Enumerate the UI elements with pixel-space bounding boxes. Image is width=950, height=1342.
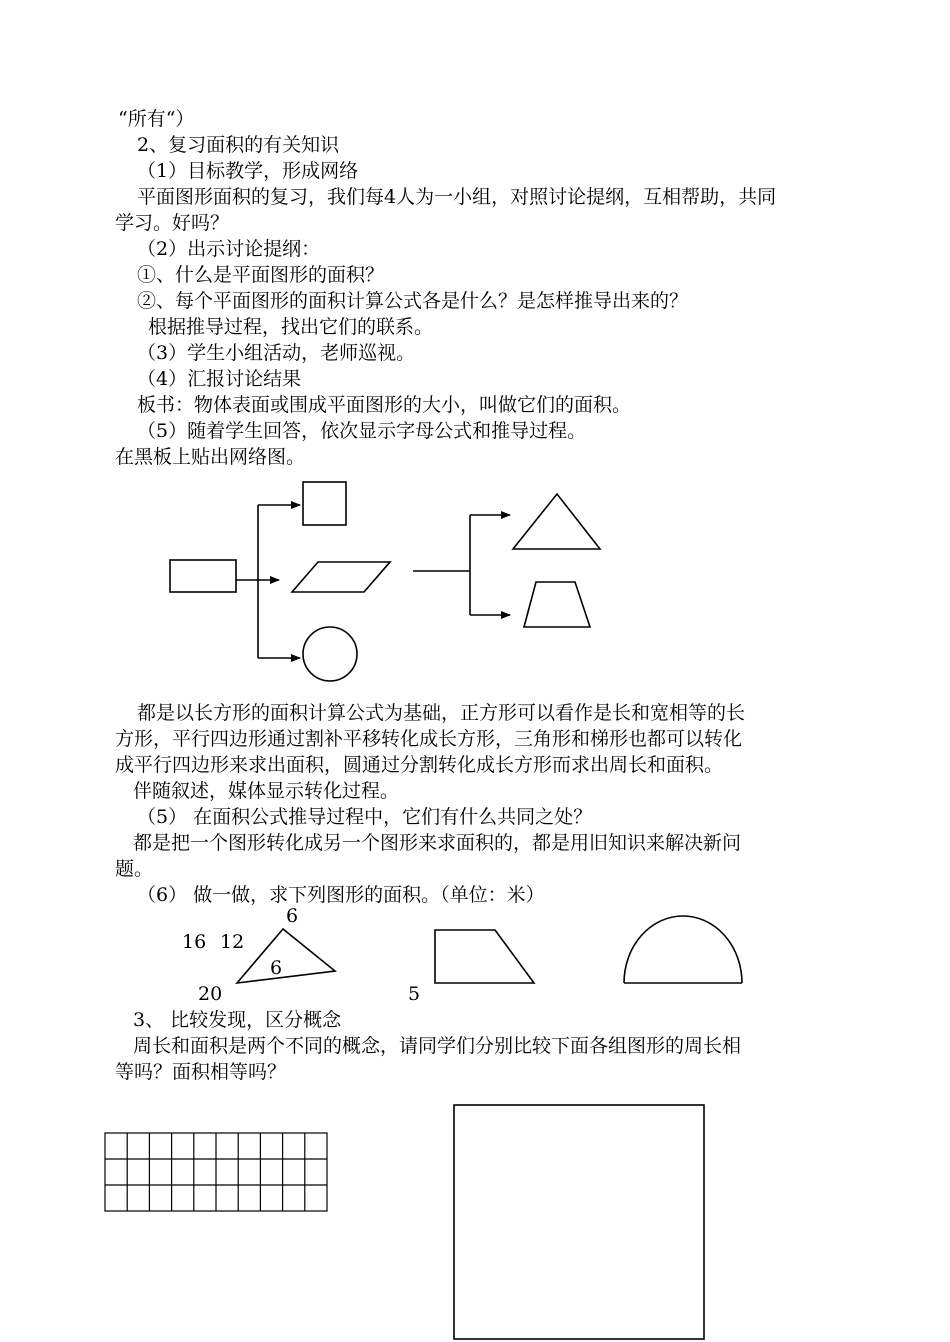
text-line-15: 都是以长方形的面积计算公式为基础，正方形可以看作是长和宽相等的长 <box>137 702 746 724</box>
text-line-10: （3）学生小组活动，老师巡视。 <box>137 342 416 364</box>
exercise-trapezoid <box>435 930 534 983</box>
square-shape <box>303 482 346 525</box>
label-5: 5 <box>408 983 421 1005</box>
rectangle-shape <box>170 560 236 592</box>
trapezoid-shape <box>524 582 590 627</box>
text-line-6: （2）出示讨论提纲： <box>137 238 321 260</box>
text-line-14: 在黑板上贴出网络图。 <box>115 446 306 468</box>
text-line-8: ②、每个平面图形的面积计算公式各是什么？是怎样推导出来的？ <box>137 290 689 312</box>
label-16: 16 <box>182 931 207 953</box>
text-line-4: 平面图形面积的复习，我们每4人为一小组，对照讨论提纲，互相帮助，共同 <box>137 186 777 208</box>
text-line-9: 根据推导过程，找出它们的联系。 <box>148 316 434 338</box>
text-line-12: 板书：物体表面或围成平面图形的大小，叫做它们的面积。 <box>137 394 632 416</box>
text-line-22: （6） 做一做，求下列图形的面积。（单位：米） <box>137 884 545 906</box>
label-triangle-inner: 6 <box>270 957 283 979</box>
grid-rectangle <box>105 1133 327 1211</box>
text-line-25: 等吗？面积相等吗？ <box>115 1061 287 1083</box>
label-triangle-top: 6 <box>286 905 299 927</box>
text-line-3: （1）目标教学，形成网络 <box>137 160 359 182</box>
text-line-24: 周长和面积是两个不同的概念，请同学们分别比较下面各组图形的周长相 <box>133 1035 742 1057</box>
parallelogram-shape <box>292 562 390 592</box>
exercise-semicircle <box>624 916 742 983</box>
text-line-20: 都是把一个图形转化成另一个图形来求面积的，都是用旧知识来解决新问 <box>133 832 742 854</box>
text-line-5: 学习。好吗？ <box>115 212 230 234</box>
exercise-triangle <box>237 929 335 983</box>
text-line-18: 伴随叙述，媒体显示转化过程。 <box>133 780 400 802</box>
text-line-13: （5）随着学生回答，依次显示字母公式和推导过程。 <box>137 420 587 442</box>
triangle-shape <box>513 494 600 549</box>
label-12: 12 <box>220 931 245 953</box>
text-line-1: “所有“） <box>118 108 195 130</box>
label-20: 20 <box>198 983 223 1005</box>
text-line-16: 方形，平行四边形通过割补平移转化成长方形，三角形和梯形也都可以转化 <box>115 728 743 750</box>
text-line-19: （5） 在面积公式推导过程中，它们有什么共同之处？ <box>137 806 593 828</box>
section-heading-compare: 3、 比较发现，区分概念 <box>133 1009 342 1031</box>
large-square <box>454 1105 704 1339</box>
text-line-7: ①、什么是平面图形的面积？ <box>137 264 385 286</box>
text-line-21: 题。 <box>115 858 154 880</box>
text-line-11: （4）汇报讨论结果 <box>137 368 302 390</box>
text-line-17: 成平行四边形来求出面积，圆通过分割转化成长方形而求出周长和面积。 <box>115 754 724 776</box>
section-heading-review-area: 2、复习面积的有关知识 <box>137 134 340 156</box>
circle-shape <box>303 627 357 681</box>
